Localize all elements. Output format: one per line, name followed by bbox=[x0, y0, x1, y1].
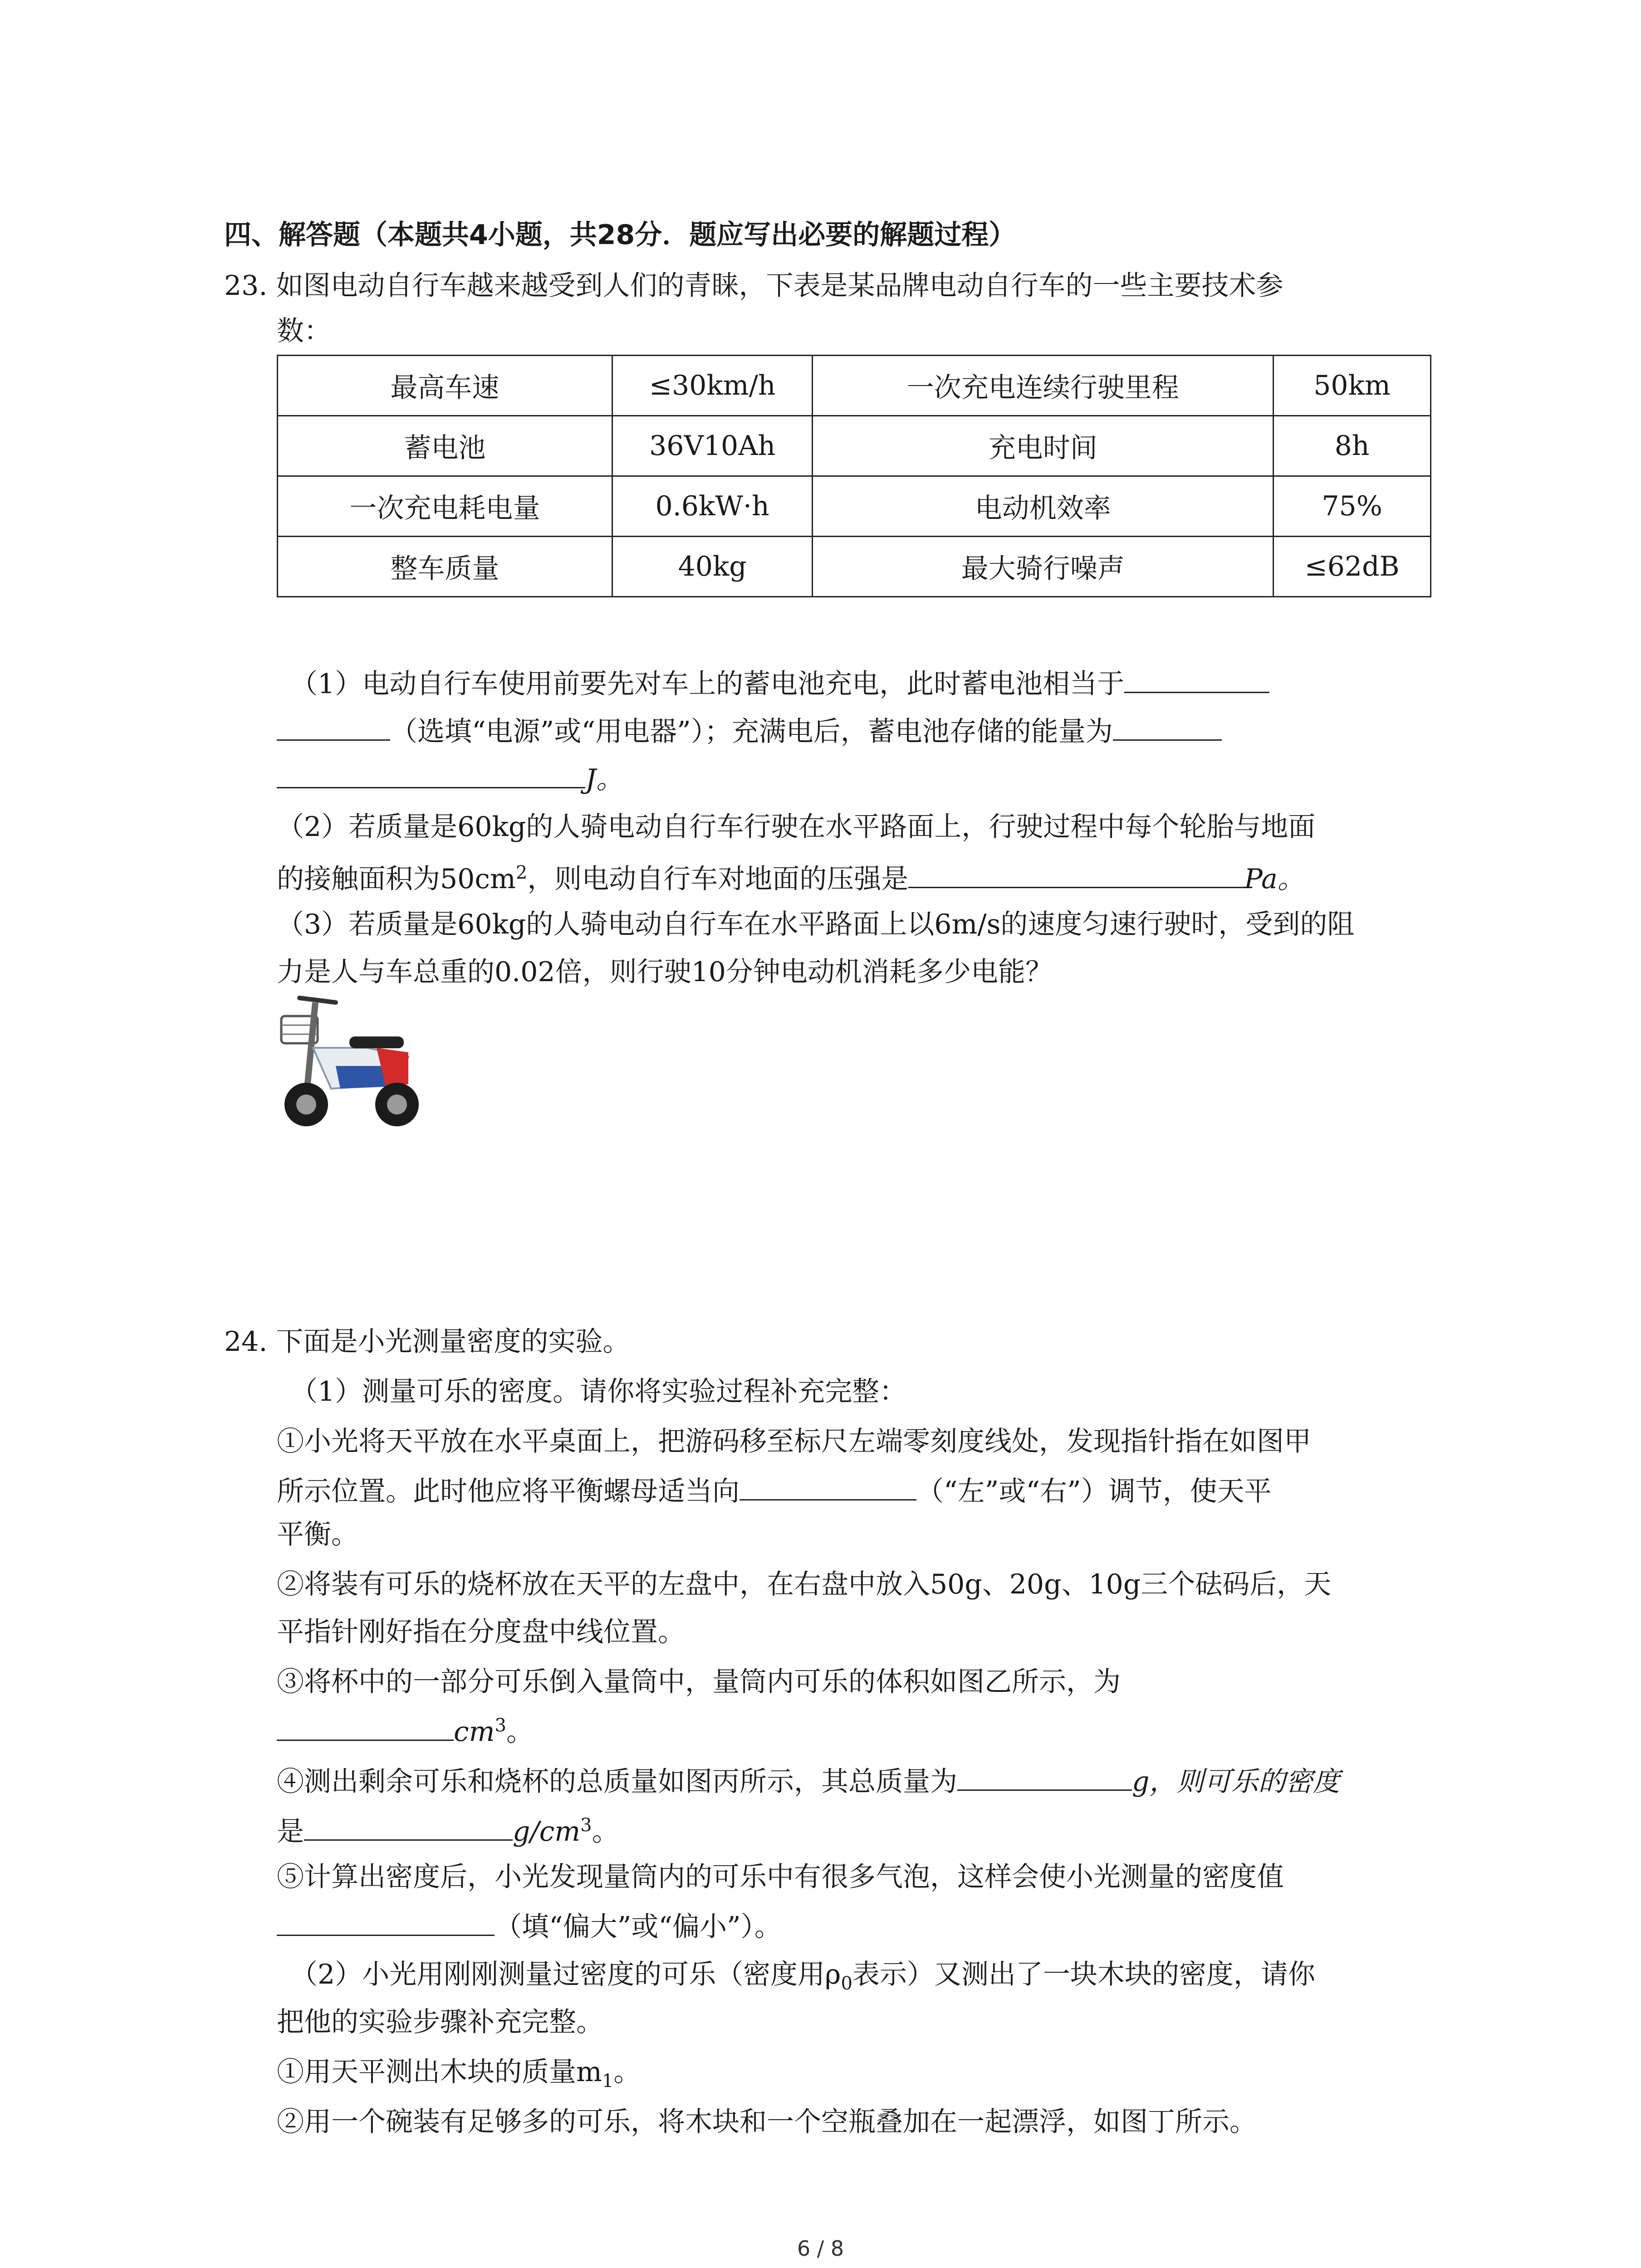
table-cell: 电动机效率 bbox=[813, 476, 1274, 537]
answer-blank[interactable] bbox=[277, 760, 585, 788]
q24-g-line1: ②用一个碗装有足够多的可乐，将木块和一个空瓶叠加在一起漂浮，如图丁所示。 bbox=[277, 2106, 1257, 2138]
q23-intro-line2: 数： bbox=[277, 315, 331, 347]
q23-intro-line1 bbox=[224, 269, 1283, 303]
table-row bbox=[278, 537, 1431, 597]
q24-number: 24. bbox=[224, 1326, 268, 1358]
table-cell: 36V10Ah bbox=[612, 416, 813, 476]
table-cell: 一次充电连续行驶里程 bbox=[813, 356, 1274, 416]
table-cell: 0.6kW·h bbox=[612, 476, 813, 537]
q24-s1: （1）测量可乐的密度。请你将实验过程补充完整： bbox=[290, 1376, 907, 1408]
table-cell: ≤30km/h bbox=[612, 356, 813, 416]
q23-number: 23. bbox=[224, 270, 268, 302]
q24-intro: 24. 下面是小光测量密度的实验。 bbox=[224, 1326, 630, 1358]
q23-p1-line1: （1）电动自行车使用前要先对车上的蓄电池充电，此时蓄电池相当于 bbox=[290, 665, 1269, 701]
table-cell: ≤62dB bbox=[1274, 537, 1431, 597]
table-cell: 整车质量 bbox=[278, 537, 612, 597]
table-row bbox=[278, 416, 1431, 476]
answer-blank[interactable] bbox=[277, 712, 390, 741]
q23-intro-text: 如图电动自行车越来越受到人们的青睐，下表是某品牌电动自行车的一些主要技术参 bbox=[276, 270, 1283, 302]
table-cell: 50km bbox=[1274, 356, 1431, 416]
q24-c-line1: ③将杯中的一部分可乐倒入量筒中，量筒内可乐的体积如图乙所示，为 bbox=[277, 1666, 1121, 1698]
table-cell: 蓄电池 bbox=[278, 416, 612, 476]
table-cell: 最大骑行噪声 bbox=[813, 537, 1274, 597]
q23-p1-line3: J。 bbox=[277, 760, 623, 797]
q23-p2-line1: （2）若质量是60kg的人骑电动自行车行驶在水平路面上，行驶过程中每个轮胎与地面 bbox=[277, 811, 1316, 843]
q23-p3-line1: （3）若质量是60kg的人骑电动自行车在水平路面上以6m/s的速度匀速行驶时，受到的阻 bbox=[277, 909, 1355, 940]
table-row bbox=[278, 476, 1431, 537]
table-cell: 8h bbox=[1274, 416, 1431, 476]
q23-p3-line2: 力是人与车总重的0.02倍，则行驶10分钟电动机消耗多少电能？ bbox=[277, 956, 1053, 988]
section-title: 四、解答题（本题共4小题，共28分．题应写出必要的解题过程） bbox=[224, 219, 1016, 251]
q24-a-line1: ①小光将天平放在水平桌面上，把游码移至标尺左端零刻度线处，发现指针指在如图甲 bbox=[277, 1426, 1311, 1457]
q24-e-line1: ⑤计算出密度后，小光发现量筒内的可乐中有很多气泡，这样会使小光测量的密度值 bbox=[277, 1861, 1284, 1893]
q24-a-line3: 平衡。 bbox=[277, 1519, 358, 1550]
page-number: 6 / 8 bbox=[797, 2236, 844, 2261]
q24-b-line1: ②将装有可乐的烧杯放在天平的左盘中，在右盘中放入50g、20g、10g三个砝码后，天 bbox=[277, 1569, 1332, 1600]
q23-p2-line2: 的接触面积为$50cm^2$，则电动自行车对地面的压强是 Pa。 bbox=[277, 860, 1305, 896]
q24-d-line1: ④测出剩余可乐和烧杯的总质量如图丙所示，其总质量为 g，则可乐的密度 bbox=[277, 1762, 1340, 1799]
table-cell: 充电时间 bbox=[813, 416, 1274, 476]
table-cell: 最高车速 bbox=[278, 356, 612, 416]
answer-blank[interactable] bbox=[1124, 665, 1269, 693]
answer-blank[interactable] bbox=[740, 1472, 916, 1501]
spec-table bbox=[277, 355, 1431, 597]
answer-blank[interactable] bbox=[304, 1812, 513, 1841]
q24-e-line2: （填“偏大”或“偏小”）。 bbox=[277, 1907, 782, 1944]
table-row bbox=[278, 356, 1431, 416]
q24-f-line1: ①用天平测出木块的质量$m_1$。 bbox=[277, 2056, 641, 2092]
q24-s2-line1: （2）小光用刚刚测量过密度的可乐（密度用$\rho_0$表示）又测出了一块木块的密度，请你 bbox=[290, 1959, 1315, 1994]
electric-bike-image bbox=[272, 993, 426, 1129]
q24-s2-line2: 把他的实验步骤补充完整。 bbox=[277, 2006, 603, 2038]
q24-d-line2: 是 $g/cm^3$。 bbox=[277, 1812, 619, 1849]
q24-b-line2: 平指针刚好指在分度盘中线位置。 bbox=[277, 1616, 685, 1648]
answer-blank[interactable] bbox=[277, 1712, 454, 1741]
table-cell: 75% bbox=[1274, 476, 1431, 537]
table-cell: 一次充电耗电量 bbox=[278, 476, 612, 537]
q24-a-line2: 所示位置。此时他应将平衡螺母适当向 （“左”或“右”）调节，使天平 bbox=[277, 1472, 1272, 1509]
answer-blank[interactable] bbox=[277, 1907, 495, 1936]
answer-blank[interactable] bbox=[908, 860, 1244, 888]
q24-c-line2: $cm^3$。 bbox=[277, 1712, 534, 1749]
table-cell: 40kg bbox=[612, 537, 813, 597]
q23-p1-line2: （选填“电源”或“用电器”）；充满电后，蓄电池存储的能量为 bbox=[277, 712, 1222, 749]
answer-blank[interactable] bbox=[1113, 712, 1222, 741]
answer-blank[interactable] bbox=[957, 1762, 1132, 1791]
